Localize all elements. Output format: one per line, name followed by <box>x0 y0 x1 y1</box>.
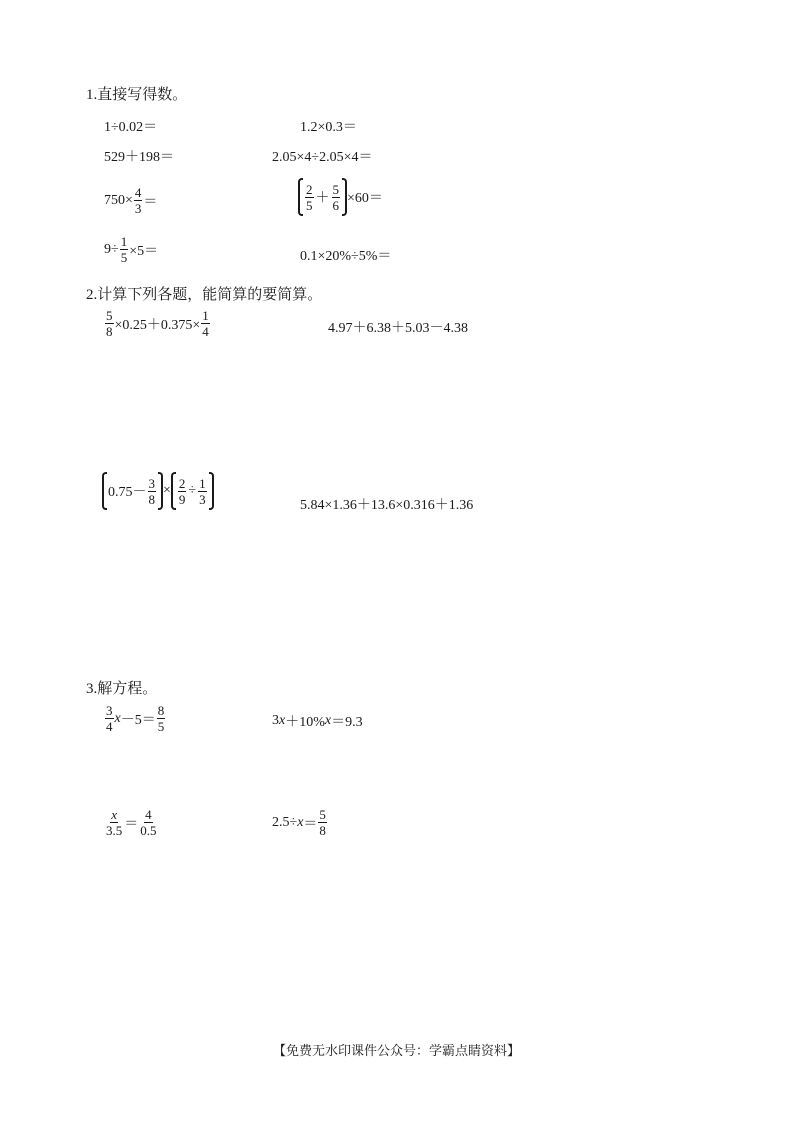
s1-problem-1: 1÷0.02＝ <box>104 120 158 135</box>
variable-x: x <box>114 710 121 726</box>
fraction <box>178 476 187 507</box>
s2-p3-a: 0.75－ <box>108 485 147 500</box>
s1-problem-4: 2.05×4÷2.05×4＝ <box>272 150 373 165</box>
fraction <box>157 703 166 734</box>
fraction <box>105 807 123 838</box>
numerator: 5 <box>106 308 113 323</box>
s1-problem-7 <box>104 234 158 265</box>
section2-title: 2.计算下列各题，能简算的要简算。 <box>86 287 323 303</box>
s3-e4-a: 2.5÷ <box>272 814 298 830</box>
section3-title: 3.解方程。 <box>86 681 158 697</box>
numerator: 4 <box>145 807 152 822</box>
section1-title: 1.直接写得数。 <box>86 87 188 103</box>
s3-equation-1 <box>104 703 166 734</box>
equals-sign: ＝ <box>303 816 318 832</box>
s1-p7-pre: 9÷ <box>104 241 119 257</box>
numerator: 8 <box>157 703 165 718</box>
s2-problem-1 <box>104 308 211 339</box>
operator: ＋ <box>315 191 330 206</box>
fraction <box>318 807 327 838</box>
fraction <box>305 182 314 213</box>
footer-note: 【免费无水印课件公众号：学霸点睛资料】 <box>272 1044 520 1059</box>
denominator: 5 <box>157 719 165 734</box>
numerator: 1 <box>120 234 128 249</box>
numerator: 2 <box>178 475 186 491</box>
denominator: 4 <box>202 324 209 339</box>
s3-e2-a: 3 <box>272 713 279 728</box>
denominator: 8 <box>148 491 155 507</box>
s1-p7-post: ×5＝ <box>129 243 159 259</box>
fraction <box>198 476 207 507</box>
denominator: 3 <box>134 201 142 216</box>
left-bracket <box>298 178 303 216</box>
fraction <box>105 703 114 734</box>
denominator: 8 <box>319 823 326 838</box>
variable-x: x <box>324 713 332 728</box>
numerator: 5 <box>319 807 326 822</box>
s1-p5-pre: 750× <box>104 192 133 208</box>
denominator: 6 <box>332 197 339 213</box>
s3-e2-b: ＋10% <box>285 715 325 730</box>
s1-problem-5 <box>104 185 157 216</box>
equals-sign: ＝ <box>124 816 139 832</box>
s2-problem-3 <box>102 472 214 510</box>
s3-e1-mid: －5＝ <box>120 712 156 728</box>
denominator: 3 <box>199 491 206 507</box>
denominator: 9 <box>178 491 186 507</box>
right-bracket <box>209 472 214 510</box>
left-bracket <box>171 472 176 510</box>
s1-problem-3: 529＋198＝ <box>104 150 174 165</box>
s3-equation-2 <box>272 711 363 731</box>
s1-problem-6 <box>298 178 383 216</box>
fraction <box>332 182 341 213</box>
denominator: 8 <box>106 324 113 339</box>
s1-problem-8: 0.1×20%÷5%＝ <box>300 249 392 264</box>
s2-p1-mid: ×0.25＋0.375× <box>114 317 201 333</box>
denominator: 5 <box>306 197 313 213</box>
s2-problem-4: 5.84×1.36＋13.6×0.316＋1.36 <box>300 498 474 513</box>
fraction <box>148 476 157 507</box>
s3-e2-c: ＝9.3 <box>331 715 363 730</box>
denominator: 3.5 <box>106 823 123 838</box>
s1-p6-post: ×60＝ <box>347 191 383 206</box>
fraction <box>134 185 143 216</box>
s2-p3-mul: × <box>163 483 171 498</box>
s1-p5-post: ＝ <box>143 194 158 210</box>
s3-equation-3 <box>104 807 159 838</box>
numerator: 1 <box>199 475 206 491</box>
fraction <box>105 308 114 339</box>
numerator: 4 <box>134 185 142 200</box>
numerator: 1 <box>202 308 209 323</box>
operator: ÷ <box>188 483 197 498</box>
denominator: 4 <box>106 719 113 734</box>
fraction <box>139 807 157 838</box>
variable-x: x <box>297 814 304 830</box>
variable-x: x <box>279 713 286 728</box>
numerator: 2 <box>306 181 313 197</box>
s2-problem-2: 4.97＋6.38＋5.03－4.38 <box>328 321 468 336</box>
numerator: 5 <box>332 181 339 197</box>
numerator: 3 <box>148 475 155 491</box>
denominator: 0.5 <box>140 823 157 838</box>
denominator: 5 <box>120 250 128 265</box>
s3-equation-4 <box>272 807 328 838</box>
fraction <box>120 234 129 265</box>
fraction <box>201 308 210 339</box>
s1-problem-2: 1.2×0.3＝ <box>300 120 357 135</box>
numerator: x <box>111 807 118 822</box>
numerator: 3 <box>106 703 113 718</box>
left-bracket <box>102 472 107 510</box>
